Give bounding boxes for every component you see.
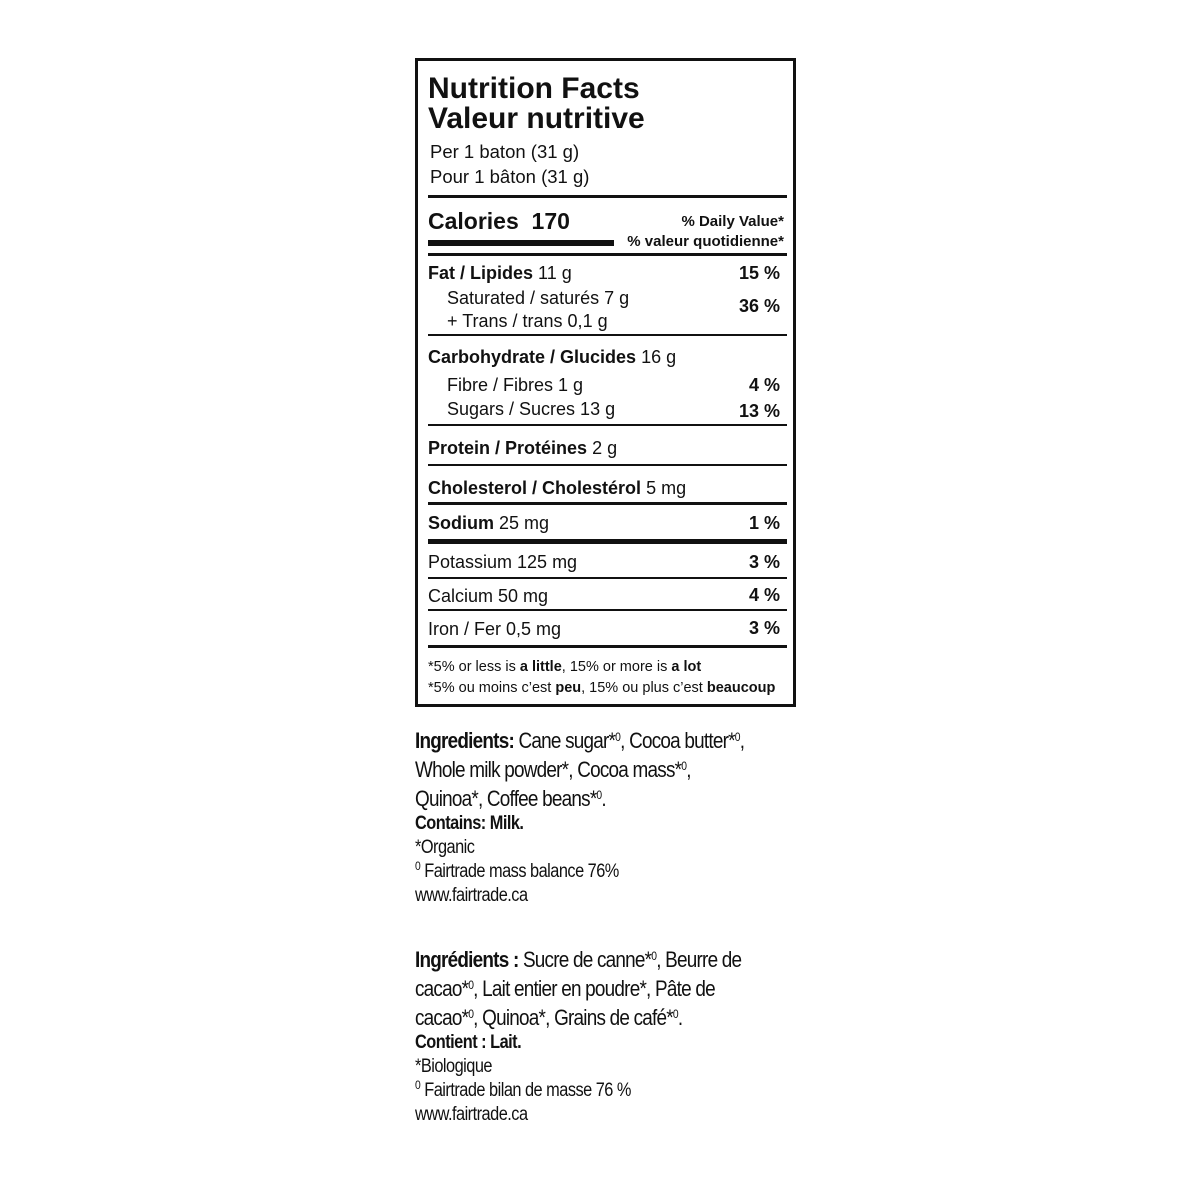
fat-amount: 11 g [538, 263, 572, 283]
dv-header-en: % Daily Value* [681, 213, 784, 230]
carbohydrate-amount: 16 g [641, 347, 677, 367]
ingredients-english [415, 726, 815, 908]
potassium-row [428, 550, 780, 574]
divider [428, 424, 787, 426]
divider [428, 577, 787, 579]
fairtrade-note-en: $^0$ Fairtrade mass balance 76% [415, 859, 619, 882]
trans-label: + Trans / trans 0,1 g [447, 311, 608, 331]
protein-amount: 2 g [592, 438, 618, 458]
sugars-row [447, 397, 780, 421]
serving-size [430, 139, 589, 189]
sodium-row [428, 511, 780, 535]
organic-note: *Organic [415, 837, 475, 858]
calories-underline [428, 240, 614, 246]
ingredients-fr-label: Ingrédients : [415, 947, 519, 972]
footnote-fr: *5% ou moins c’est peu, 15% ou plus c’est beaucoup [428, 680, 776, 696]
ingredients-en-label: Ingredients: [415, 728, 514, 753]
divider [428, 539, 787, 544]
cholesterol-label: Cholesterol / Cholestérol [428, 478, 642, 498]
ingredients-en-list: Ingredients: Cane sugar*$^0$, Cocoa butter*$^0$, Whole milk powder*, Cocoa mass*$^0$, Quinoa*, Coffee beans*$^0$. [415, 728, 745, 811]
divider [428, 253, 787, 256]
ingredients-fr-list: Ingrédients : Sucre de canne*$^0$, Beurre de cacao*$^0$, Lait entier en poudre*, Pâte de cacao*$^0$, Quinoa*, Grains de café*$^0$. [415, 947, 742, 1030]
fibre-row [447, 373, 780, 397]
calcium-label: Calcium 50 mg [428, 586, 549, 606]
saturated-label: Saturated / saturés 7 g [447, 288, 630, 308]
sugars-dv: 13 % [738, 401, 780, 421]
daily-value-header [627, 212, 784, 252]
divider [428, 464, 787, 466]
dv-header-fr: % valeur quotidienne* [627, 233, 784, 250]
divider [428, 502, 787, 505]
potassium-dv: 3 % [748, 552, 780, 572]
contains-en: Contains: Milk. [415, 813, 524, 834]
potassium-label: Potassium 125 mg [428, 552, 578, 572]
sodium-dv: 1 % [748, 513, 780, 533]
fibre-label: Fibre / Fibres 1 g [447, 375, 584, 395]
cholesterol-amount: 5 mg [646, 478, 687, 498]
saturated-dv: 36 % [738, 296, 780, 316]
footnote-en: *5% or less is a little, 15% or more is a lot [428, 659, 702, 675]
fairtrade-note-fr: $^0$ Fairtrade bilan de masse 76 % [415, 1078, 631, 1101]
fat-dv: 15 % [738, 263, 780, 283]
daily-value-footnote [428, 657, 775, 699]
iron-row [428, 617, 780, 641]
divider [428, 609, 787, 611]
title-fr: Valeur nutritive [428, 102, 645, 135]
fibre-dv: 4 % [748, 375, 780, 395]
calories-value: 170 [531, 208, 570, 234]
carbohydrate-row [428, 345, 780, 369]
ingredients-french [415, 945, 815, 1127]
fat-label: Fat / Lipides [428, 263, 534, 283]
fat-row [428, 261, 780, 285]
biologique-note: *Biologique [415, 1056, 493, 1077]
sugars-label: Sugars / Sucres 13 g [447, 399, 616, 419]
contains-fr: Contient : Lait. [415, 1032, 522, 1053]
ingredients-fr-notes [415, 1031, 759, 1127]
calcium-row [428, 584, 780, 608]
protein-label: Protein / Protéines [428, 438, 588, 458]
cholesterol-row [428, 476, 780, 500]
serving-fr: Pour 1 bâton (31 g) [430, 166, 590, 187]
ingredients-en-notes [415, 812, 759, 908]
trans-row [447, 309, 780, 333]
protein-row [428, 436, 780, 460]
carbohydrate-label: Carbohydrate / Glucides [428, 347, 637, 367]
nutrition-facts-panel [415, 58, 796, 707]
sodium-amount: 25 mg [499, 513, 550, 533]
website-fr: www.fairtrade.ca [415, 1104, 528, 1125]
divider [428, 334, 787, 336]
iron-dv: 3 % [748, 618, 780, 638]
nutrition-title [428, 74, 645, 134]
iron-label: Iron / Fer 0,5 mg [428, 619, 562, 639]
calories-line [428, 208, 570, 235]
serving-en: Per 1 baton (31 g) [430, 141, 580, 162]
divider [428, 645, 787, 648]
title-en: Nutrition Facts [428, 72, 640, 105]
website-en: www.fairtrade.ca [415, 885, 528, 906]
sodium-label: Sodium [428, 513, 494, 533]
divider [428, 195, 787, 198]
calcium-dv: 4 % [748, 585, 780, 605]
calories-label: Calories [428, 208, 519, 234]
